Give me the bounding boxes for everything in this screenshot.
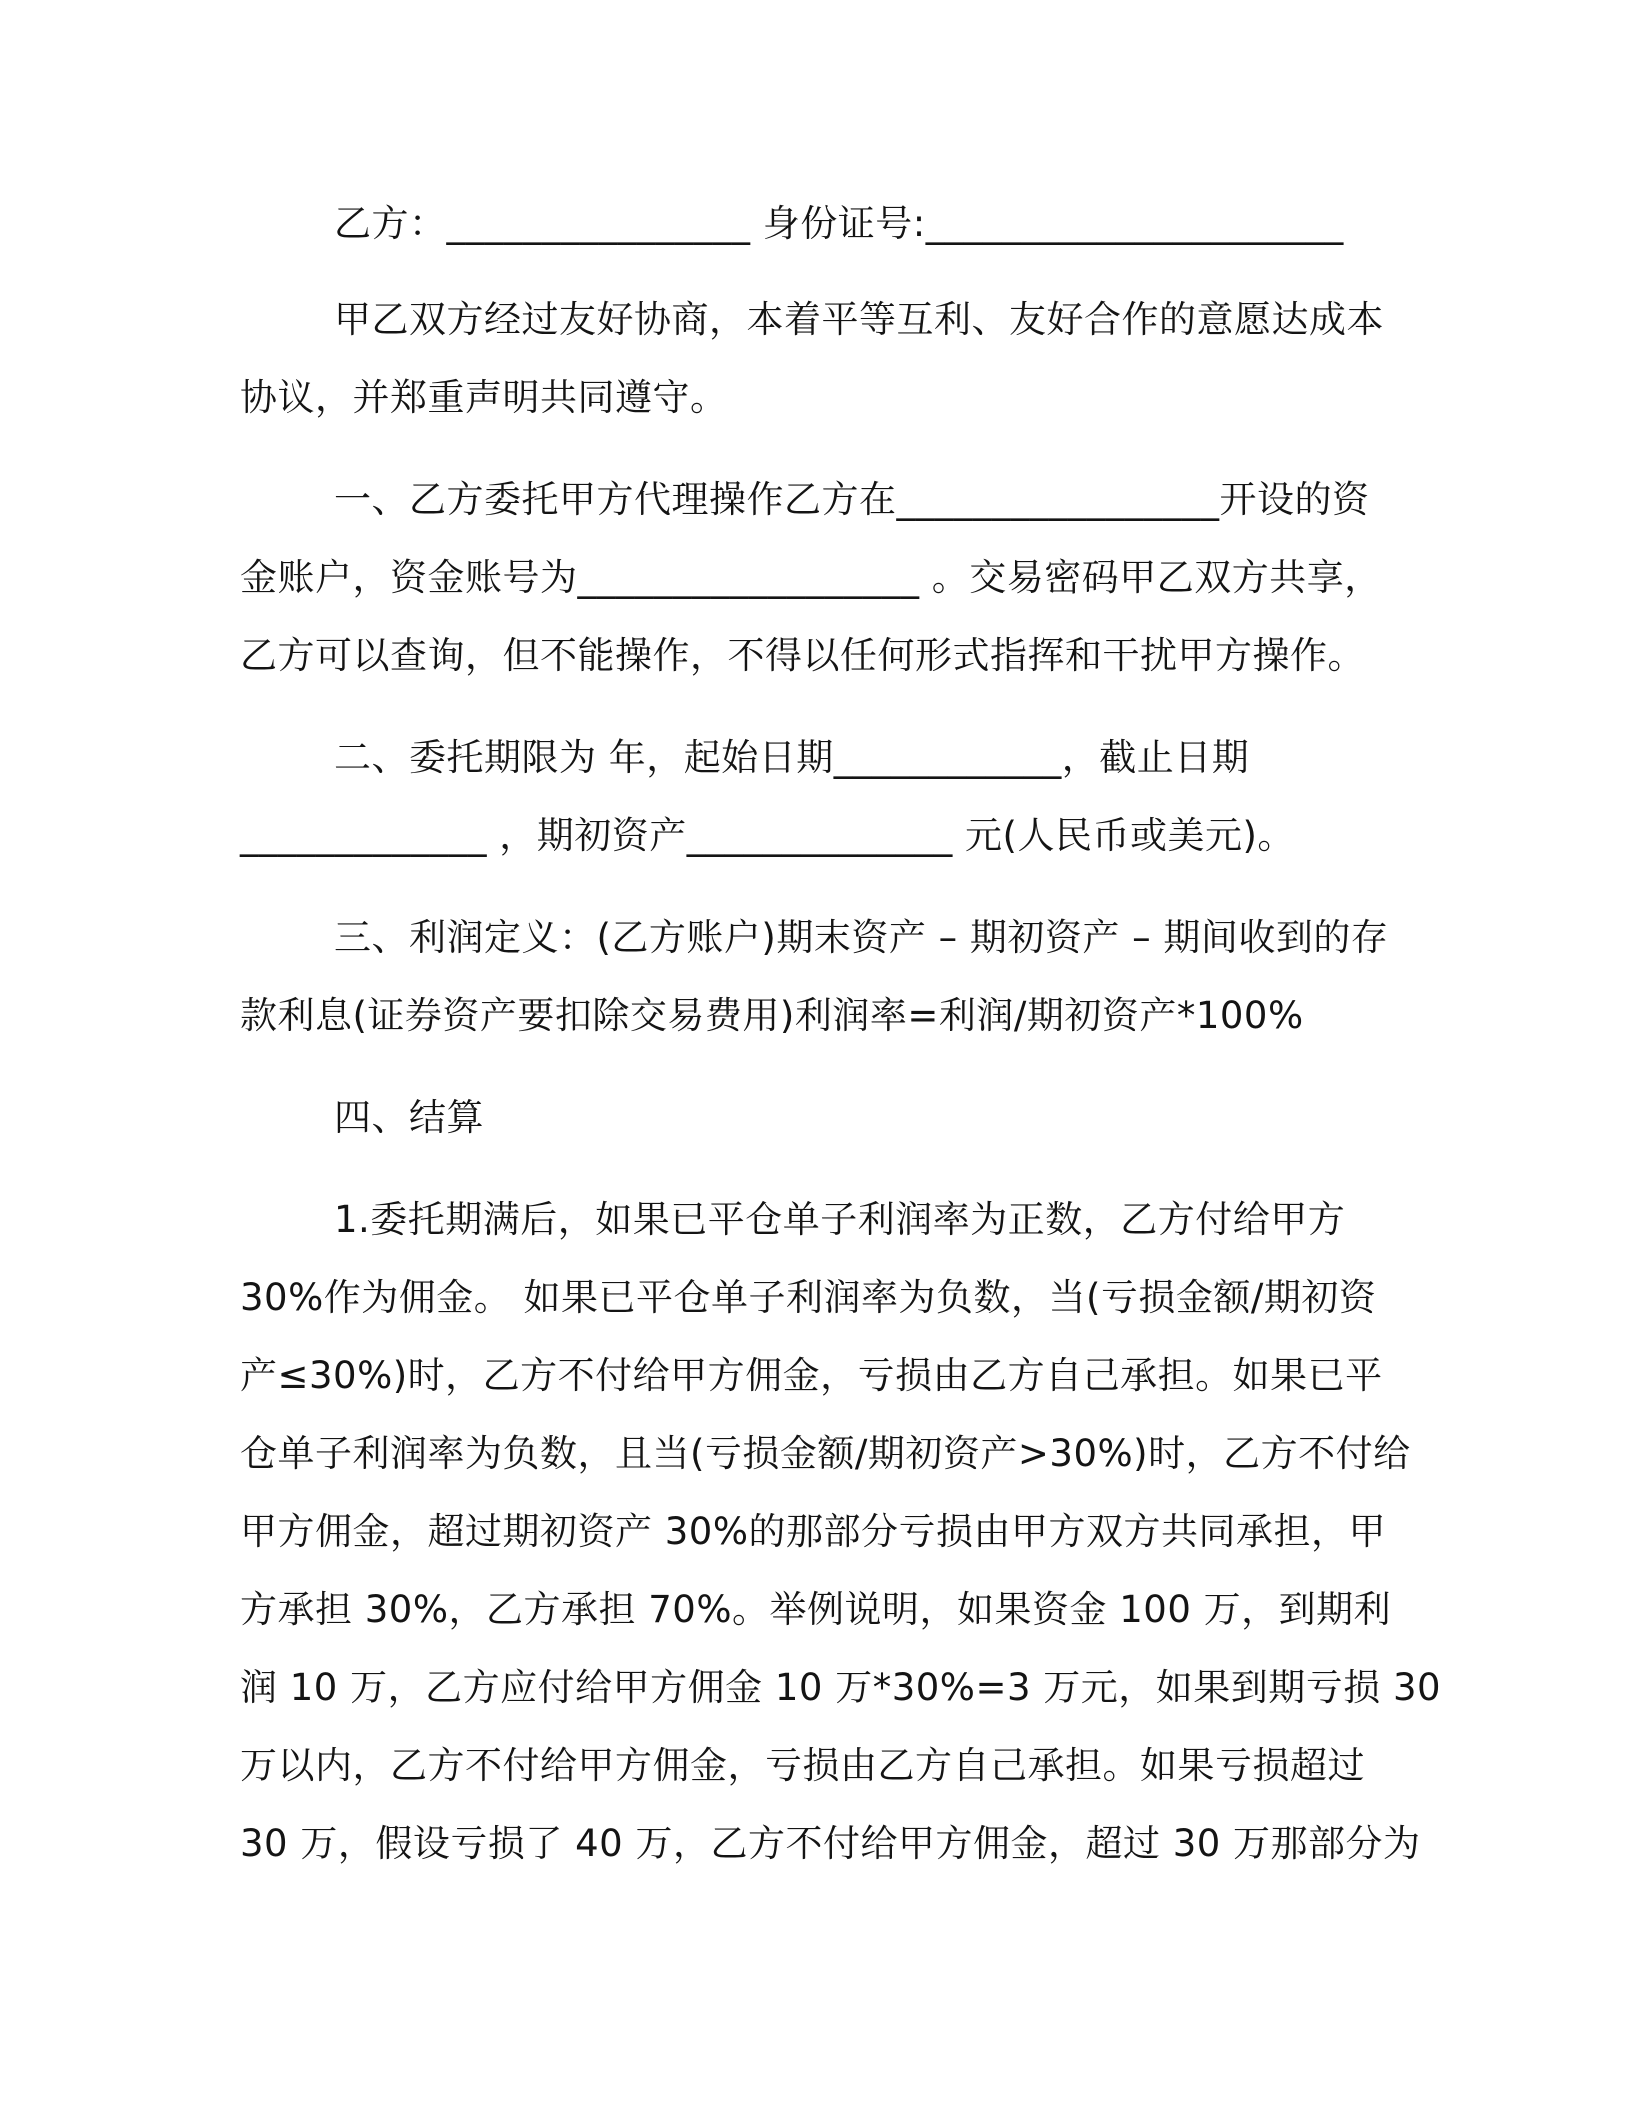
clause4-item1-line-2: 30%作为佣金。 如果已平仓单子利润率为负数，当(亏损金额/期初资 [240,1276,1377,1319]
intro-line-2: 协议，并郑重声明共同遵守。 [240,376,728,419]
clause4-item1-line-6: 方承担 30%，乙方承担 70%。举例说明，如果资金 100 万，到期利 [240,1588,1392,1631]
clause4-item1-line-8: 万以内，乙方不付给甲方佣金，亏损由乙方自己承担。如果亏损超过 [240,1744,1365,1787]
clause3-line-2: 款利息(证券资产要扣除交易费用)利润率=利润/期初资产*100% [240,994,1304,1037]
clause1-line-2: 金账户，资金账号为__________________ 。交易密码甲乙双方共享， [240,556,1382,599]
clause1-line-3: 乙方可以查询，但不能操作，不得以任何形式指挥和干扰甲方操作。 [240,634,1365,677]
clause4-item1-line-5: 甲方佣金，超过期初资产 30%的那部分亏损由甲方双方共同承担，甲 [240,1510,1386,1553]
clause1-line-1: 一、乙方委托甲方代理操作乙方在_________________开设的资 [334,478,1370,521]
clause2-line-1: 二、委托期限为 年，起始日期____________，截止日期 [334,736,1250,779]
intro-line-1: 甲乙双方经过友好协商，本着平等互利、友好合作的意愿达成本 [334,298,1384,341]
clause2-line-2: _____________ ，期初资产______________ 元(人民币或美元)。 [240,814,1295,857]
clause4-item1-line-3: 产≤30%)时，乙方不付给甲方佣金，亏损由乙方自己承担。如果已平 [240,1354,1383,1397]
clause4-item1-line-4: 仓单子利润率为负数，且当(亏损金额/期初资产>30%)时，乙方不付给 [240,1432,1411,1475]
clause4-item1-line-1: 1.委托期满后，如果已平仓单子利润率为正数，乙方付给甲方 [334,1198,1346,1241]
clause4-item1-line-9: 30 万，假设亏损了 40 万，乙方不付给甲方佣金，超过 30 万那部分为 [240,1822,1421,1865]
clause4-item1-line-7: 润 10 万，乙方应付给甲方佣金 10 万*30%=3 万元，如果到期亏损 30 [240,1666,1442,1709]
document-page [240,0,1442,2112]
party-b-line: 乙方：________________ 身份证号:______________________ [334,202,1344,245]
clause3-line-1: 三、利润定义：(乙方账户)期末资产 – 期初资产 – 期间收到的存 [334,916,1389,959]
clause4-heading: 四、结算 [334,1096,484,1139]
